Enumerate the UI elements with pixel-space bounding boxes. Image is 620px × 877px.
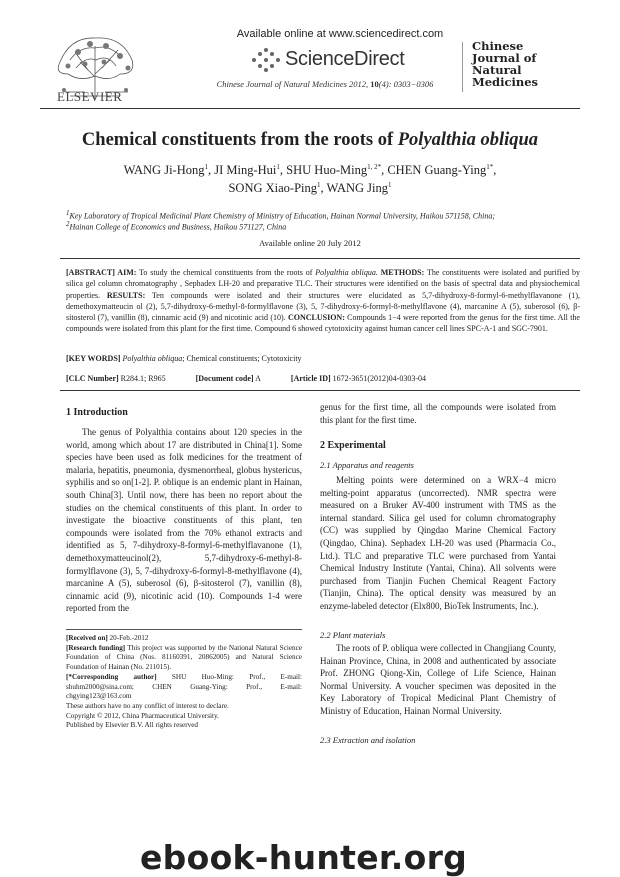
citation-journal: Chinese Journal of Natural Medicines [216, 79, 347, 89]
corresponding-label: [*Corresponding author] [66, 672, 157, 681]
received-label: [Received on] [66, 634, 108, 642]
conclusion-label: CONCLUSION: [285, 313, 345, 323]
received-note [66, 634, 302, 644]
author-name: JI Ming-Hui [214, 163, 277, 178]
corresponding-text: SHU Huo-Ming: Prof., E-mail: shuhm2000@sina.com; CHEN Guang-Ying: Prof., E-mail: chgying123@163.com [66, 672, 302, 701]
keywords-label: [KEY WORDS] [66, 354, 121, 363]
author-affiliation-mark: 1 [276, 163, 280, 171]
received-value: 20-Feb.-2012 [107, 634, 149, 642]
journal-name-block [468, 40, 582, 88]
title-text: Chemical constituents from the roots of [81, 130, 398, 150]
classification-line [66, 374, 580, 383]
subsection-heading-apparatus: 2.1 Apparatus and reagents [320, 460, 414, 470]
journal-name-line: Chinese [472, 39, 524, 53]
elsevier-wordmark: ELSEVIER [57, 89, 123, 104]
abstract-top-rule [60, 258, 580, 259]
abstract-bottom-rule [60, 390, 580, 391]
article-title [40, 130, 580, 151]
publisher-note: Published by Elsevier B.V. All rights reserved [66, 721, 199, 730]
clc-number [66, 374, 180, 383]
apparatus-paragraph: Melting points were determined on a WRX−4 micro melting-point apparatus (uncorrected). NMR spectra were measured on a Bruker AV-400 instrument with TMS as the internal standard. Silica gel used for column chromatography (CC) was supplied by Qingdao Marine Chemical Factory (Qingdao, China). Sephadex LH-20 was used (Pharmacia Co., Ltd.). TLC and preparative TLC were purchased from Yantai Chemical Industry Institute (Yantai, China). All solvents were purchased from Tianjin Fuchen Chemical Reagent Factory (Tianjin, China). The optical density was measured by an enzyme-labeled detector (Elx800, BioTek Instruments, Inc.). [320, 475, 556, 611]
affiliation-number: 1 [66, 209, 70, 217]
keyword-species: Polyalthia obliqua [120, 354, 183, 363]
aim-text: To study the chemical constituents from the roots of [136, 268, 316, 277]
sciencedirect-dots-icon [250, 46, 282, 74]
apparatus-body [320, 474, 556, 613]
section-heading-introduction: 1 Introduction [66, 407, 128, 418]
results-text: Ten compounds were isolated and their structures were elucidated as 5,7-dihydroxy-8-formyl-6-methylflavanone (1), demethoxymatteucin ol (2), 5,7-dihydroxy-6-methyl-8-formylflavone (3), 5, 7-dihydroxy-6-formyl-8-methylflavone (4), marcanine A (5), suberosol (6), β-sitosterol (7), vanillin (8), cinnamic acid (9) and nicotinic acid (10). [66, 290, 580, 323]
introduction-continuation: genus for the first time, all the compounds were isolated from this plant for the first time. [320, 402, 556, 425]
citation-volume: 10 [370, 79, 379, 89]
conclusion-text: Compounds 1−4 were reported from the genus for the first time. All the compounds were isolated from this plant for the first time. Compound 6 showed cytotoxicity against human cancer cell lines SPC-A-1 and SGC-7901. [66, 313, 580, 334]
affiliation-1 [66, 209, 586, 221]
author-list-line-2: SONG Xiao-Ping$^1$, WANG Jing$^1$ [228, 181, 392, 196]
funding-note [66, 644, 302, 673]
abstract [66, 267, 580, 335]
methods-label: METHODS: [377, 268, 425, 277]
author-affiliation-mark: 1 [388, 181, 392, 189]
article-id-label: [Article ID] [290, 374, 331, 383]
plant-materials-body [320, 642, 556, 718]
doc-code-label: [Document code] [195, 374, 254, 383]
doc-code-value: A [253, 374, 261, 383]
author-name: CHEN Guang-Ying [387, 163, 487, 178]
clc-value: R284.1; R965 [118, 374, 166, 383]
introduction-body [66, 426, 302, 615]
available-online-date: Available online 20 July 2012 [259, 238, 361, 248]
affiliation-number: 2 [66, 220, 70, 228]
results-label: RESULTS: [100, 290, 146, 300]
author-affiliation-mark: 1 [317, 181, 321, 189]
aim-species: Polyalthia obliqua. [315, 268, 378, 277]
copyright-note: Copyright © 2012, China Pharmaceutical University. [66, 711, 219, 720]
watermark: ebook-hunter.org [140, 838, 468, 877]
author-name: SONG Xiao-Ping [228, 181, 318, 196]
introduction-paragraph: The genus of Polyalthia contains about 120 species in the world, among which about 17 are distributed in China[1]. Some species have been used as folk medicines for the treatment of malaria, hepatitis, pneumonia, dysmenorrheal, globus hystericus, syphilis and so on[1-2]. P. oblique is an endemic plant in Hainan, south China[3]. Until now, there has been no report about the studies on the chemical constituents of this plant. In order to investigate the bioactive constituents of this plant, ten compounds were isolated from the 70% ethanol extracts and identified as 5, 7-dihydroxy-8-formyl-6-methylflavanone (1), demethoxymatteucinol(2), 5,7-dihydroxy-6-methyl-8-formylflavone (3), 5, 7-dihydroxy-6-formyl-8-methylflavone (4), marcanine A (5), suberosol (6), β-sitosterol (7), vanillin (8), cinnamic acid (9), nicotinic acid (10). Compounds 1-4 were reported from the [66, 427, 302, 614]
conflict-note: These authors have no any conflict of interest to declare. [66, 701, 229, 710]
corresponding-author-note [66, 673, 302, 702]
funding-text: This project was supported by the National Natural Science Foundation of China (Nos. 81160391, 20862005) and Natural Science Foundation of Hainan (No. 211015). [66, 643, 302, 672]
author-affiliation-mark: 1, 2* [367, 163, 382, 171]
abstract-label: [ABSTRACT] AIM: [66, 268, 137, 277]
available-online-url: Available online at www.sciencedirect.com [236, 28, 444, 40]
affiliation-text: Key Laboratory of Tropical Medicinal Plant Chemistry of Ministry of Education, Hainan Normal University, Haikou 571158, China; [69, 211, 496, 221]
journal-name-line: Natural [472, 63, 522, 77]
affiliation-text: Hainan College of Economics and Business, Haikou 571127, China [69, 222, 287, 232]
journal-name-line: Journal of [472, 51, 537, 65]
document-code [196, 374, 275, 383]
citation-issue-pages: (4): 0303−0306 [378, 79, 434, 89]
section-heading-experimental: 2 Experimental [320, 440, 386, 451]
funding-label: [Research funding] [66, 643, 126, 652]
journal-name-line: Medicines [472, 75, 538, 89]
author-affiliation-mark: 1 [204, 163, 208, 171]
subsection-heading-plant-materials: 2.2 Plant materials [320, 630, 386, 640]
keyword-list: ; Chemical constituents; Cytotoxicity [182, 354, 302, 363]
plant-materials-paragraph: The roots of P. obliqua were collected in Changjiang County, Hainan Province, China, in 2008 and authenticated by associate Prof. ZHONG Qiong-Xin, College of Life Science, Hainan Normal University. A voucher specimen was deposited in the Key Laboratory of Tropical Medicinal Plant Chemistry of Ministry of Education, Hainan Normal University. [320, 643, 556, 716]
journal-citation [195, 79, 455, 89]
author-name: WANG Ji-Hong [123, 163, 205, 178]
author-name: SHU Huo-Ming [286, 163, 368, 178]
article-id [291, 374, 440, 383]
methods-text: The constituents were isolated and purified by silica gel column chromatography , Sephadex LH-20 and preparative TLC. Their structures were identified on the basis of spectral data and physiochemical properties. [66, 268, 580, 300]
footnotes [66, 634, 302, 731]
header-rule [40, 108, 580, 109]
journal-box-divider [462, 42, 463, 92]
title-species: Polyalthia obliqua [397, 130, 539, 150]
footnote-rule [66, 629, 302, 630]
author-name: WANG Jing [326, 181, 389, 196]
keywords [66, 354, 580, 363]
article-id-value: 1672-3651(2012)04-0303-04 [330, 374, 426, 383]
affiliation-2 [66, 220, 586, 232]
clc-label: [CLC Number] [66, 374, 119, 383]
author-affiliation-mark: 1* [486, 163, 494, 171]
subsection-heading-extraction: 2.3 Extraction and isolation [320, 735, 416, 745]
citation-year: 2012, [349, 79, 369, 89]
sciencedirect-wordmark: ScienceDirect [285, 48, 405, 70]
author-list-line-1: WANG Ji-Hong$^1$, JI Ming-Hui$^1$, SHU Huo-Ming$^{1, 2*}$, CHEN Guang-Ying$^{1*}$, [123, 163, 497, 178]
